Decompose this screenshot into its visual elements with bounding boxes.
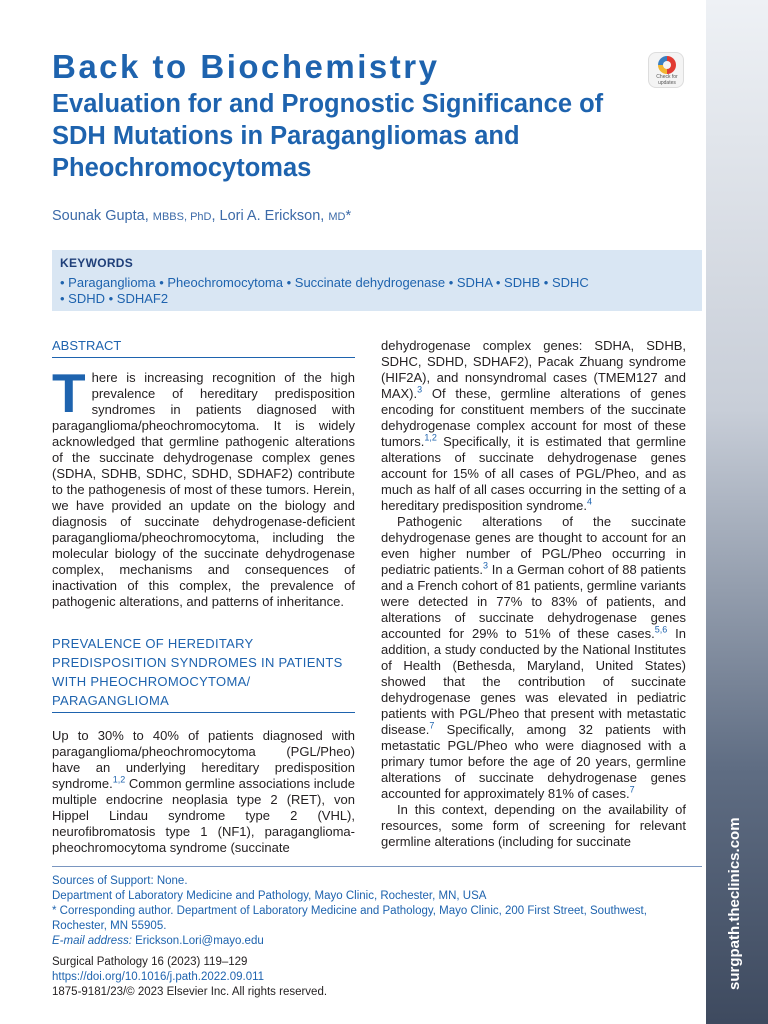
citation-link[interactable]: 4 <box>586 496 592 507</box>
corresponding-author: * Corresponding author. Department of Laboratory Medicine and Pathology, Mayo Clinic, 200 First Street, Southwest, Rochester, MN 55905. <box>52 905 647 932</box>
doi-link[interactable]: https://doi.org/10.1016/j.path.2022.09.011 <box>52 971 265 983</box>
footer-divider <box>52 866 702 867</box>
badge-label: Check for updates <box>656 74 678 86</box>
email-label: E-mail address: <box>52 935 132 947</box>
series-title: Back to Biochemistry <box>52 48 440 85</box>
journal-site-url[interactable]: surgpath.theclinics.com <box>726 817 743 990</box>
keyword-list <box>60 275 694 307</box>
abstract-text <box>52 362 355 610</box>
drop-cap: T <box>52 362 86 424</box>
citation-link[interactable]: 1,2 <box>424 432 437 443</box>
author-name: , Lori A. Erickson, <box>211 208 325 224</box>
author-name: Sounak Gupta, <box>52 208 149 224</box>
abstract-body: here is increasing recognition of the high prevalence of hereditary predisposition syndromes in patients diagnosed with paraganglioma/pheochromocytoma. It is widely acknowledged that germline pathogenic alterations of the succinate dehydrogenase complex genes (SDHA, SDHB, SDHC, SDHD, SDHAF2) contribute to the pathogenesis of most of these tumors. Herein, we have provided an update on the biology and diagnosis of succinate dehydrogenase-deficient paraganglioma/pheochromocytoma, including the molecular biology of the succinate dehydrogenase complex, mechanisms and consequences of inactivation of this complex, the prevalence of pathogenic alterations, and patterns of inheritance. <box>52 370 355 609</box>
affiliation: Department of Laboratory Medicine and Pathology, Mayo Clinic, Rochester, MN, USA <box>52 890 487 902</box>
corresponding-mark: * <box>345 208 352 224</box>
author-degree: MD <box>328 211 346 223</box>
body-paragraph: Pathogenic alterations of the succinate dehydrogenase genes are thought to account for an even higher number of PGL/Pheo occurring in pediatric patients.$^3$ In a German cohort of 88 patients and a French cohort of 81 patients, germline variants were detected in 77% to 83% of patients, and alterations of succinate dehydrogenase genes accounted for 29% to 51% of these cases.$^{5,6}$ In addition, a study conducted by the National Institutes of Health (Bethesda, Maryland, United States) showed that the contribution of succinate dehydrogenase genes was elevated in pediatric patients with PGL/Pheo that present with metastatic disease.$^7$ Specifically, among 32 patients with metastatic PGL/Pheo who were diagnosed with a primary tumor before the age of 20 years, germline alterations of succinate dehydrogenase genes accounted for approximately 81% of cases.$^7$ <box>381 514 686 801</box>
citation-link[interactable]: 5,6 <box>654 624 668 635</box>
body-paragraph: Up to 30% to 40% of patients diagnosed with paraganglioma/pheochromocytoma (PGL/Pheo) have an underlying hereditary predisposition syndrome.$^{1,2}$ Common germline associations include multiple endocrine neoplasia type 2 (RET), von Hippel Lindau syndrome type 2 (VHL), neurofibromatosis type 1 (NF1), paraganglioma-pheochromocytoma syndrome (succinate <box>52 728 355 855</box>
support-note: Sources of Support: None. <box>52 875 188 887</box>
keywords-box <box>52 250 702 311</box>
citation-link[interactable]: 3 <box>417 384 423 395</box>
check-for-updates-badge[interactable] <box>648 52 684 88</box>
citation: Surgical Pathology 16 (2023) 119–129 <box>52 956 248 968</box>
body-paragraph: dehydrogenase complex genes: SDHA, SDHB, SDHC, SDHD, SDHAF2), Pacak Zhuang syndrome (HIF2A), and nonsyndromal cases (TMEM127 and MAX).$^3$ Of these, germline alterations of genes encoding for constituent members of the succinate dehydrogenase complex account for most of these tumors.$^{1,2}$ Specifically, it is estimated that germline alterations of succinate dehydrogenase genes account for 15% of all cases of PGL/Pheo, and as much as half of all cases occurring in the setting of a hereditary predisposition syndrome.$^4$ <box>381 338 686 513</box>
body-paragraph: In this context, depending on the availability of resources, some form of screening for relevant germline alterations (including for succinate <box>381 802 686 849</box>
citation-link[interactable]: 7 <box>629 784 635 795</box>
email-link[interactable]: Erickson.Lori@mayo.edu <box>135 935 264 947</box>
citation-link[interactable]: 1,2 <box>112 774 126 785</box>
citation-link[interactable]: 3 <box>483 560 489 571</box>
copyright: 1875-9181/23/© 2023 Elsevier Inc. All rights reserved. <box>52 986 328 998</box>
crossmark-icon <box>658 56 676 74</box>
keyword-line: • SDHD • SDHAF2 <box>60 291 169 306</box>
left-column <box>52 338 355 856</box>
keyword-line: • Paraganglioma • Pheochromocytoma • Succinate dehydrogenase • SDHA • SDHB • SDHC <box>60 275 589 290</box>
author-degree: MBBS, PhD <box>152 211 212 223</box>
abstract-heading: ABSTRACT <box>52 338 355 358</box>
footnotes <box>52 874 702 949</box>
article-title: Evaluation for and Prognostic Significance of SDH Mutations in Paragangliomas and Pheochromocytomas <box>52 90 604 182</box>
journal-info <box>52 955 327 1000</box>
keywords-heading: KEYWORDS <box>60 256 134 270</box>
author-list <box>52 208 351 224</box>
citation-link[interactable]: 7 <box>429 720 435 731</box>
right-column <box>381 338 686 850</box>
email-line <box>52 934 702 949</box>
section-heading: PREVALENCE OF HEREDITARY PREDISPOSITION SYNDROMES IN PATIENTS WITH PHEOCHROMOCYTOMA/ PARAGANGLIOMA <box>52 634 355 713</box>
